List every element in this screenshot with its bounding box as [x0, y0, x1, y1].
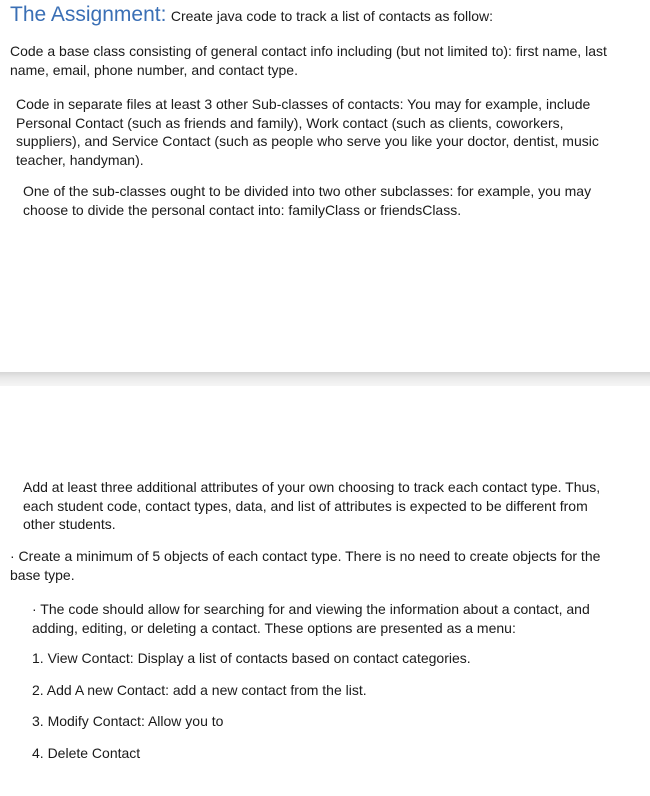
- assignment-heading: [10, 3, 493, 27]
- menu-item-delete-contact: 4. Delete Contact: [32, 745, 141, 761]
- assignment-subtitle: Create java code to track a list of contacts as follow:: [170, 8, 494, 24]
- menu-item-add-contact: 2. Add A new Contact: add a new contact from the list.: [32, 682, 367, 698]
- assignment-title: The Assignment:: [10, 3, 167, 26]
- document-page-top: [0, 0, 650, 372]
- paragraph-attributes: Add at least three additional attributes of your own choosing to track each contact type. Thus, each student code, contact types, data, and list of attributes is expected to be different from other students.: [23, 479, 601, 532]
- page-separator: [0, 372, 650, 386]
- menu-item-modify-contact: 3. Modify Contact: Allow you to: [32, 713, 224, 729]
- paragraph-menu-intro: · The code should allow for searching for and viewing the information about a contact, and adding, editing, or deleting a contact. These options are presented as a menu:: [32, 601, 590, 636]
- menu-item-view-contact: 1. View Contact: Display a list of contacts based on contact categories.: [32, 650, 471, 666]
- paragraph-objects: · Create a minimum of 5 objects of each contact type. There is no need to create objects for the base type.: [10, 548, 601, 583]
- paragraph-base-class: Code a base class consisting of general contact info including (but not limited to): first name, last name, email, phone number, and contact type.: [10, 43, 607, 78]
- document-page-bottom: [0, 386, 650, 796]
- paragraph-subclasses: Code in separate files at least 3 other Sub-classes of contacts: You may for example, include Personal Contact (such as friends and family), Work contact (such as clients, coworkers, suppliers), and Service Contact (such as people who serve you like your doctor, dentist, music teacher, handyman).: [16, 96, 599, 168]
- paragraph-divided-subclass: One of the sub-classes ought to be divided into two other subclasses: for example, you may choose to divide the personal contact into: familyClass or friendsClass.: [23, 183, 592, 218]
